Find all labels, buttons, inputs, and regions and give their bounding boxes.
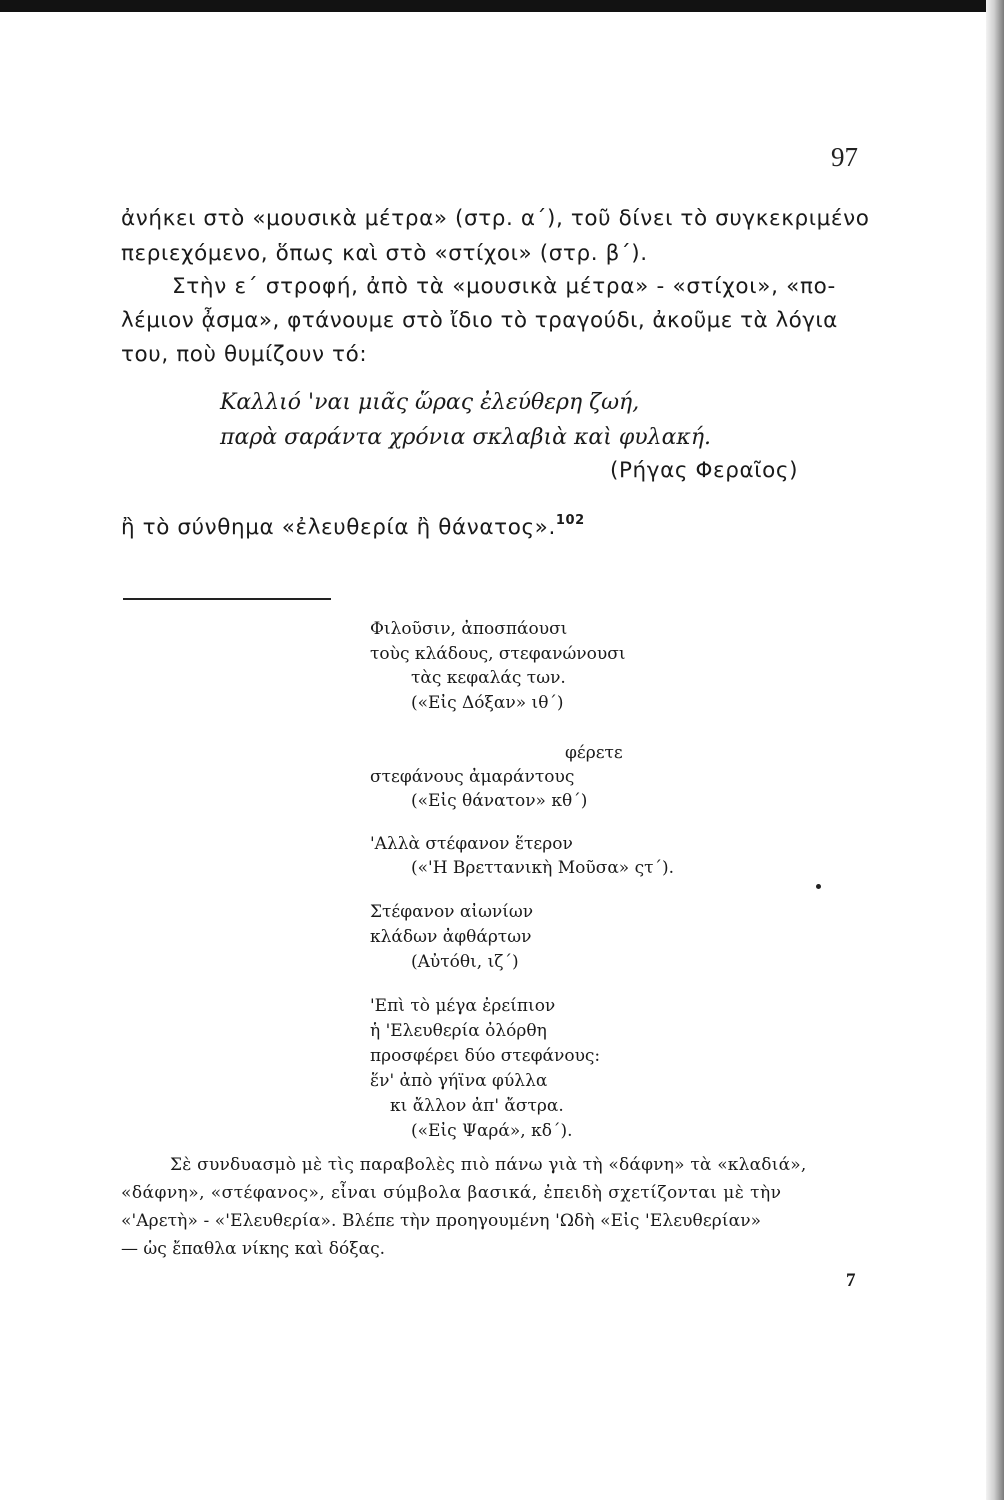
fn-text-line-3: «'Αρετὴ» - «'Ελευθερία». Βλέπε τὴν προηγουμένη 'Ωδὴ «Εἰς 'Ελευθερίαν» xyxy=(121,1211,762,1231)
fn-quote-source-3: («'Η Βρεττανικὴ Μοῦσα» ςτ΄). xyxy=(411,858,675,878)
fn-quote-line-2: τοὺς κλάδους, στεφανώνουσι xyxy=(370,644,626,664)
footnote-rule xyxy=(123,598,331,600)
body-line-3: Στὴν ε΄ στροφή, ἀπὸ τὰ «μουσικὰ μέτρα» - «στίχοι», «πο- xyxy=(172,274,836,299)
fn-quote-source-4: (Αὐτόθι, ιζ΄) xyxy=(411,952,519,972)
fn-quote-line-3: τὰς κεφαλάς των. xyxy=(411,668,566,688)
fn-quote-line-1: Φιλοῦσιν, ἀποσπάουσι xyxy=(370,619,568,639)
closing-line-text: ἢ τὸ σύνθημα «ἐλευθερία ἢ θάνατος». xyxy=(121,515,556,540)
fn-quote-line-7: Στέφανον αἰωνίων xyxy=(370,902,534,922)
signature-mark: 7 xyxy=(846,1270,856,1291)
fn-text-line-1: Σὲ συνδυασμὸ μὲ τὶς παραβολὲς πιὸ πάνω γιὰ τὴ «δάφνη» τὰ «κλαδιά», xyxy=(170,1155,807,1175)
body-line-2: περιεχόμενο, ὅπως καὶ στὸ «στίχοι» (στρ. β΄). xyxy=(121,241,648,266)
footnote-reference: 102 xyxy=(555,513,585,528)
fn-quote-line-13: κι ἄλλον ἀπ' ἄστρα. xyxy=(390,1096,564,1116)
fn-text-line-4: — ὡς ἔπαθλα νίκης καὶ δόξας. xyxy=(121,1239,386,1259)
verse-attribution: (Ρήγας Φεραῖος) xyxy=(610,458,799,483)
fn-quote-line-6: 'Αλλὰ στέφανον ἕτερον xyxy=(370,834,573,854)
fn-quote-source-5: («Εἰς Ψαρά», κδ΄). xyxy=(411,1121,573,1141)
fn-quote-source-1: («Εἰς Δόξαν» ιθ΄) xyxy=(411,693,564,713)
fn-text-line-2: «δάφνη», «στέφανος», εἶναι σύμβολα βασικά, ἐπειδὴ σχετίζονται μὲ τὴν xyxy=(121,1183,782,1203)
fn-quote-line-10: ἡ 'Ελευθερία ὀλόρθη xyxy=(370,1021,547,1041)
fn-quote-source-2: («Εἰς θάνατον» κθ΄) xyxy=(411,791,588,811)
fn-quote-line-12: ἕν' ἀπὸ γήϊνα φύλλα xyxy=(370,1071,548,1091)
fn-quote-line-9: 'Επὶ τὸ μέγα ἐρείπιον xyxy=(370,996,556,1016)
fn-quote-line-11: προσφέρει δύο στεφάνους: xyxy=(370,1046,601,1066)
scan-right-edge xyxy=(986,0,1004,1500)
body-line-4: λέμιον ᾆσμα», φτάνουμε στὸ ἴδιο τὸ τραγούδι, ἀκοῦμε τὰ λόγια xyxy=(121,308,838,333)
verse-line-2: παρὰ σαράντα χρόνια σκλαβιὰ καὶ φυλακή. xyxy=(220,425,712,450)
stray-dot xyxy=(816,884,821,889)
body-line-1: ἀνήκει στὸ «μουσικὰ μέτρα» (στρ. α΄), τοῦ δίνει τὸ συγκεκριμένο xyxy=(121,206,870,231)
fn-quote-line-4: φέρετε xyxy=(565,743,623,763)
verse-line-1: Καλλιό 'ναι μιᾶς ὥρας ἐλεύθερη ζωή, xyxy=(220,390,640,415)
fn-quote-line-8: κλάδων ἀφθάρτων xyxy=(370,927,532,947)
body-line-5: του, ποὺ θυμίζουν τό: xyxy=(121,342,368,367)
fn-quote-line-5: στεφάνους ἀμαράντους xyxy=(370,767,575,787)
page-number: 97 xyxy=(831,142,858,172)
closing-line xyxy=(121,513,585,540)
